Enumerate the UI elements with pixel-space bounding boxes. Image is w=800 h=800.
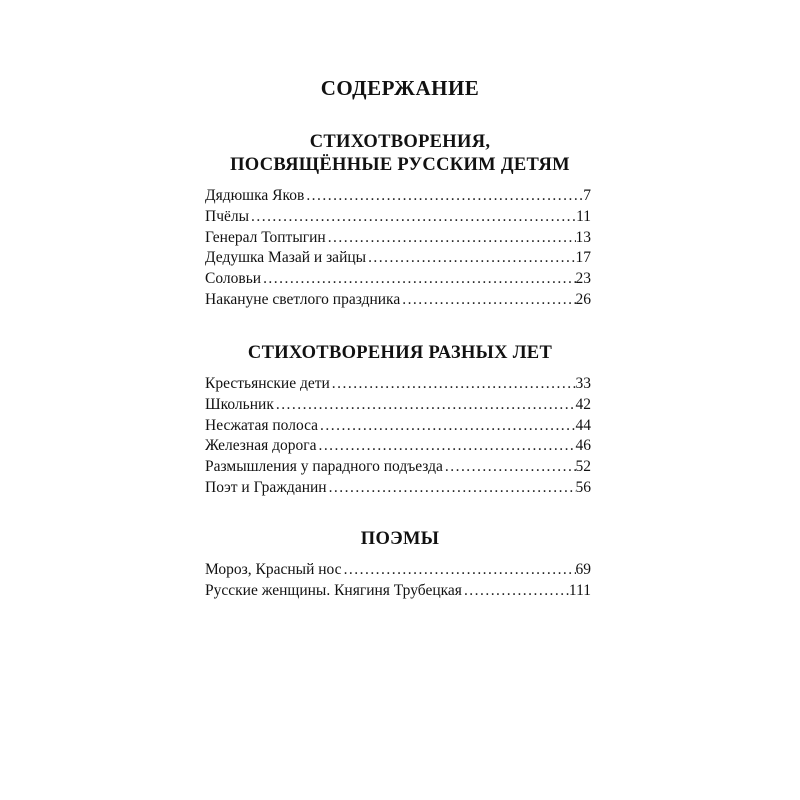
entry-title: Школьник [205, 395, 274, 413]
toc-list [205, 560, 591, 602]
entry-title: Дядюшка Яков [205, 187, 305, 204]
dot-leader [327, 478, 576, 499]
section-title [0, 528, 800, 551]
section-title-line: ПОСВЯЩЁННЫЕ РУССКИМ ДЕТЯМ [230, 155, 570, 175]
dot-leader [330, 374, 576, 395]
entry-title: Железная дорога [205, 437, 317, 455]
dot-leader [304, 186, 583, 207]
entry-title: Поэт и Гражданин [205, 478, 327, 496]
entry-page: 56 [575, 478, 591, 496]
toc-entry [205, 207, 591, 228]
entry-title: Соловьи [205, 270, 262, 288]
page-title: СОДЕРЖАНИЕ [320, 76, 480, 100]
entry-page: 26 [575, 290, 591, 308]
toc-entry [205, 560, 591, 581]
dot-leader [274, 395, 576, 416]
entry-title: Несжатая полоса [205, 416, 319, 434]
section-title-line: СТИХОТВОРЕНИЯ РАЗНЫХ ЛЕТ [247, 343, 553, 363]
toc-list [205, 186, 591, 311]
entry-title: Размышления у парадного подъезда [205, 458, 443, 476]
entry-page: 13 [575, 228, 591, 246]
entry-page: 33 [575, 375, 591, 392]
entry-title: Накануне светлого праздника [205, 290, 401, 308]
entry-page: 7 [583, 187, 591, 204]
entry-page: 52 [575, 458, 591, 476]
dot-leader [400, 290, 575, 311]
entry-page: 17 [575, 249, 591, 267]
dot-leader [366, 248, 575, 269]
entry-page: 44 [575, 416, 591, 434]
entry-title: Генерал Топтыгин [205, 228, 326, 246]
dot-leader [316, 436, 575, 457]
toc-entry [205, 269, 591, 290]
entry-title: Крестьянские дети [205, 375, 330, 392]
section-title-line: СТИХОТВОРЕНИЯ, [309, 132, 491, 152]
toc-entry [205, 457, 591, 478]
entry-page: 23 [575, 270, 591, 288]
entry-page: 42 [575, 395, 591, 413]
toc-list [205, 374, 591, 499]
dot-leader [326, 228, 576, 249]
toc-entry [205, 478, 591, 499]
toc-entry [205, 290, 591, 311]
entry-title: Мороз, Красный нос [205, 561, 342, 578]
toc-entry [205, 228, 591, 249]
dot-leader [342, 560, 576, 581]
entry-title: Дедушка Мазай и зайцы [205, 249, 367, 267]
entry-title: Пчёлы [205, 207, 250, 225]
dot-leader [443, 457, 576, 478]
toc-entry [205, 186, 591, 207]
dot-leader [318, 416, 575, 437]
dot-leader [462, 581, 569, 602]
toc-entry [205, 374, 591, 395]
dot-leader [249, 207, 576, 228]
entry-page: 69 [575, 561, 591, 578]
section-title [0, 342, 800, 365]
section-title-line: ПОЭМЫ [360, 529, 440, 549]
toc-entry [205, 395, 591, 416]
toc-entry [205, 581, 591, 602]
toc-entry [205, 248, 591, 269]
entry-page: 11 [576, 207, 591, 225]
entry-title: Русские женщины. Княгиня Трубецкая [205, 581, 462, 599]
toc-entry [205, 416, 591, 437]
entry-page: 46 [575, 437, 591, 455]
dot-leader [261, 269, 575, 290]
toc-entry [205, 436, 591, 457]
section-title [0, 131, 800, 177]
entry-page: 111 [568, 581, 591, 599]
